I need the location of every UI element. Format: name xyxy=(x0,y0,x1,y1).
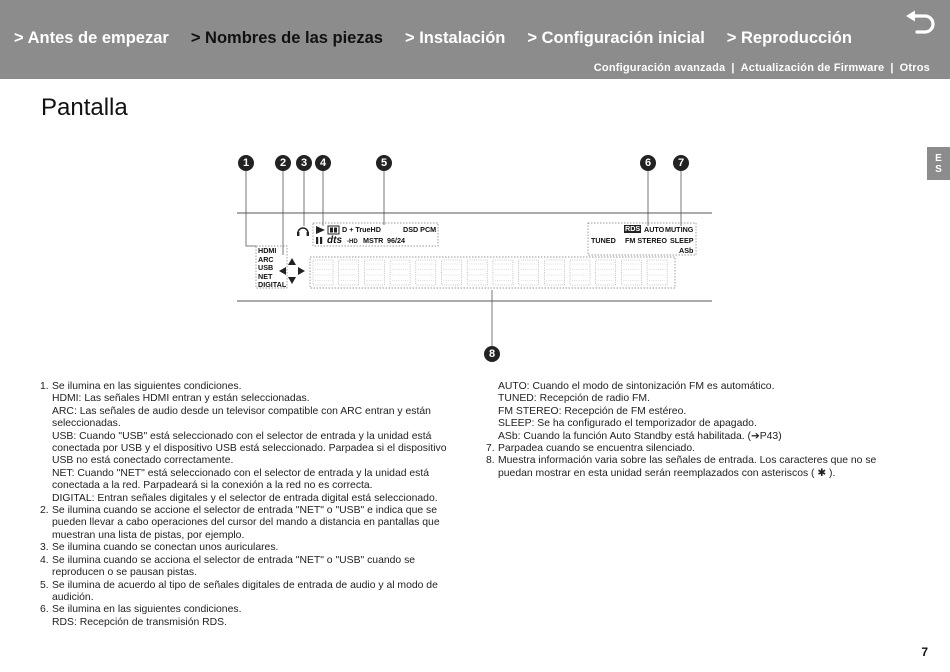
description-number xyxy=(40,617,52,629)
indicator-fm-stereo: FM STEREO xyxy=(625,236,667,245)
description-text: NET: Cuando "NET" está seleccionado con el selector de entrada y la unidad está conectada a la red. Parpadeará si la conexión a la red no es correcta. xyxy=(52,467,430,492)
description-item xyxy=(486,431,906,443)
indicator-96-24: 96/24 xyxy=(387,236,405,245)
description-item xyxy=(40,468,460,493)
description-item xyxy=(40,393,460,405)
description-number: 7. xyxy=(486,443,495,455)
nav-nombres-de-las-piezas[interactable]: > Nombres de las piezas xyxy=(190,29,383,47)
indicator-muting: MUTING xyxy=(665,225,694,234)
indicator-dsd-pcm: DSD PCM xyxy=(403,225,437,234)
description-text: Se ilumina cuando se accione el selector de entrada "NET" o "USB" e indica que se pueden llevar a cabo operaciones del cursor del mando a distancia en pantallas que muestran una lista de pistas, por ejemplo. xyxy=(52,505,440,541)
subnav-separator: | xyxy=(731,62,735,74)
subnav-configuracion-avanzada[interactable]: Configuración avanzada xyxy=(593,62,726,74)
description-item xyxy=(486,418,906,430)
description-item xyxy=(486,443,906,455)
description-text: SLEEP: Se ha configurado el temporizador de apagado. xyxy=(498,418,757,430)
description-number xyxy=(486,381,498,393)
description-text: HDMI: Las señales HDMI entran y están seleccionadas. xyxy=(52,393,310,405)
callout-3: 3 xyxy=(296,155,312,171)
description-text: AUTO: Cuando el modo de sintonización FM es automático. xyxy=(498,381,775,392)
description-text: ARC: Las señales de audio desde un televisor compatible con ARC entran y están seleccionadas. xyxy=(52,405,431,430)
indicator-mstr: MSTR xyxy=(363,236,384,245)
description-number xyxy=(40,493,52,505)
indicator-net: NET xyxy=(258,271,273,281)
description-number: 6. xyxy=(40,604,49,616)
description-item xyxy=(40,431,460,468)
description-item xyxy=(40,505,460,542)
description-item xyxy=(486,406,906,418)
indicator-sleep: SLEEP xyxy=(670,236,694,245)
description-item xyxy=(40,604,460,616)
fl-segment-cells xyxy=(313,260,667,285)
callout-5: 5 xyxy=(376,155,392,171)
callout-2: 2 xyxy=(275,155,291,171)
indicator-dts-hd: -HD xyxy=(347,239,358,245)
nav-reproduccion[interactable]: > Reproducción xyxy=(726,29,852,47)
description-item xyxy=(40,580,460,605)
description-number xyxy=(486,431,498,443)
description-number xyxy=(486,418,498,430)
indicator-dts: dts xyxy=(327,235,342,246)
subnav-otros[interactable]: Otros xyxy=(899,62,930,74)
indicator-digital: DIGITAL xyxy=(258,280,287,289)
description-list-left xyxy=(40,381,460,629)
description-text: TUNED: Recepción de radio FM. xyxy=(498,393,650,405)
description-text: USB: Cuando "USB" está seleccionado con el selector de entrada y la unidad está conectada por USB y el dispositivo USB está seleccionado. Parpadea si el dispositivo USB no está conectado correctamente. xyxy=(52,430,447,467)
description-text: DIGITAL: Entran señales digitales y el selector de entrada digital está seleccionado. xyxy=(52,492,438,504)
description-item xyxy=(486,455,906,480)
page-number: 7 xyxy=(921,645,928,659)
description-text: FM STEREO: Recepción de FM estéreo. xyxy=(498,405,687,417)
callout-6: 6 xyxy=(640,155,656,171)
description-item xyxy=(40,381,460,393)
indicator-auto: AUTO xyxy=(644,225,665,234)
language-tab[interactable]: E S xyxy=(927,147,950,180)
description-item xyxy=(486,393,906,405)
description-number xyxy=(40,431,52,468)
description-text: Se ilumina en las siguientes condiciones. xyxy=(52,381,242,392)
description-number xyxy=(486,406,498,418)
nav-instalacion[interactable]: > Instalación xyxy=(404,29,506,47)
description-number: 4. xyxy=(40,554,49,566)
callout-8: 8 xyxy=(484,346,500,362)
description-number xyxy=(40,468,52,493)
indicator-dolby-truehd: D + TrueHD xyxy=(342,225,381,234)
callout-4: 4 xyxy=(315,155,331,171)
nav-configuracion-inicial[interactable]: > Configuración inicial xyxy=(527,29,705,47)
description-number: 1. xyxy=(40,381,49,392)
description-text: Se ilumina cuando se acciona el selector de entrada "NET" o "USB" cuando se reproducen o se pausan pistas. xyxy=(52,554,416,579)
description-text: RDS: Recepción de transmisión RDS. xyxy=(52,616,227,628)
description-item xyxy=(40,555,460,580)
description-item xyxy=(40,542,460,554)
indicator-hdmi: HDMI xyxy=(258,246,277,255)
description-number: 3. xyxy=(40,542,49,554)
description-number: 2. xyxy=(40,505,49,517)
page-title: Pantalla xyxy=(41,94,128,121)
description-item xyxy=(40,406,460,431)
subnav-actualizacion-firmware[interactable]: Actualización de Firmware xyxy=(740,62,885,74)
callout-1: 1 xyxy=(238,155,254,171)
description-text: Se ilumina de acuerdo al tipo de señales digitales de entrada de audio y al modo de audición. xyxy=(52,579,438,603)
description-text: Se ilumina cuando se conectan unos auriculares. xyxy=(52,542,279,554)
description-text: ASb: Cuando la función Auto Standby está habilitada. (➔P43) xyxy=(498,430,782,442)
indicator-tuned: TUNED xyxy=(591,236,616,245)
description-item xyxy=(40,617,460,629)
description-number xyxy=(40,406,52,431)
description-text: Se ilumina en las siguientes condiciones. xyxy=(52,604,242,616)
description-item xyxy=(486,381,906,393)
indicator-arc: ARC xyxy=(258,254,274,264)
description-item xyxy=(40,493,460,505)
description-text: Parpadea cuando se encuentra silenciado. xyxy=(498,443,695,455)
nav-antes-de-empezar[interactable]: > Antes de empezar xyxy=(14,29,169,47)
indicator-asb: ASb xyxy=(679,246,694,255)
callout-7: 7 xyxy=(673,155,689,171)
description-number xyxy=(40,393,52,405)
description-number xyxy=(486,393,498,405)
description-number: 8. xyxy=(486,455,495,467)
description-list-right xyxy=(486,381,906,480)
indicator-rds: RDS xyxy=(625,224,641,233)
description-number: 5. xyxy=(40,579,49,591)
subnav-separator: | xyxy=(890,62,894,74)
indicator-usb: USB xyxy=(258,263,274,272)
description-text: Muestra información varia sobre las señales de entrada. Los caracteres que no se puedan mostrar en esta unidad serán reemplazados con asteriscos ( ✱ ). xyxy=(498,455,877,479)
